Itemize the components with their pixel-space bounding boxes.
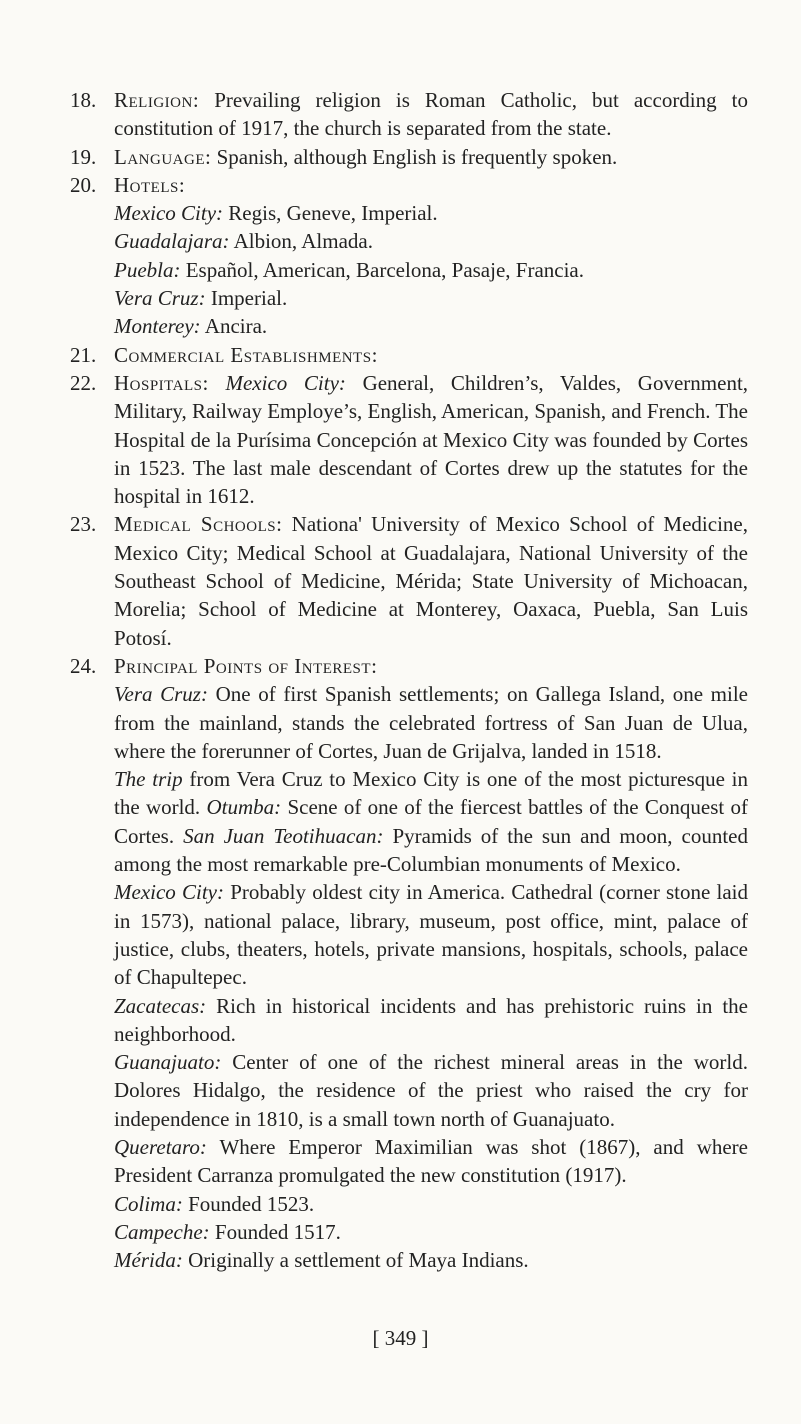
place-name: Queretaro:	[114, 1134, 207, 1159]
hotel-line	[114, 199, 748, 227]
trip-lead: The trip	[114, 767, 183, 792]
hotel-line	[114, 256, 748, 284]
entry-text: Prevailing religion is Roman Catholic, but according to constitution of 1917, the church is separated from the state.	[114, 88, 749, 141]
poi-text: Where Emperor Maximilian was shot (1867), and where President Carranza promulgated the new constitution (1917).	[114, 1134, 748, 1188]
entry-heading: Principal Points of Interest:	[114, 653, 378, 678]
hotel-line	[114, 284, 748, 312]
place-name: Mexico City:	[114, 201, 224, 226]
poi-paragraph	[114, 1246, 748, 1274]
entry-points-of-interest	[70, 652, 748, 1275]
entry-hotels	[70, 171, 748, 341]
poi-paragraph	[114, 680, 748, 765]
hotel-line	[114, 227, 748, 255]
hotel-list: Ancira.	[204, 314, 268, 339]
entry-number: 20.	[70, 172, 97, 197]
hotel-list: Regis, Geneve, Imperial.	[228, 201, 438, 226]
poi-text: Center of one of the richest mineral areas in the world. Dolores Hidalgo, the residence of the priest who raised the cry for independence in 1810, is a small town north of Guanajuato.	[114, 1050, 748, 1131]
place-name: San Juan Teotihuacan:	[183, 823, 384, 848]
entry-text: Spanish, although English is frequently spoken.	[216, 144, 618, 169]
hotel-list: Español, American, Barcelona, Pasaje, Francia.	[185, 257, 585, 282]
poi-paragraph	[114, 1133, 748, 1190]
place-name: Zacatecas:	[114, 993, 207, 1018]
poi-paragraph	[114, 992, 748, 1049]
place-name: Vera Cruz:	[114, 286, 206, 311]
place-name: Colima:	[114, 1191, 183, 1216]
place-name: Puebla:	[114, 257, 181, 282]
poi-text: Originally a settlement of Maya Indians.	[188, 1248, 529, 1273]
entry-text: Nationa' University of Mexico School of Medicine, Mexico City; Medical School at Guadalajara, National University of the Southeast School of Medicine, Mérida; State University of Michoacan, Morelia; School of Medicine at Monterey, Oaxaca, Puebla, San Luis Potosí.	[114, 512, 748, 650]
poi-text: One of first Spanish settlements; on Gallega Island, one mile from the mainland, stands the celebrated fortress of San Juan de Ulua, where the forerunner of Cortes, Juan de Grijalva, landed in 1518.	[114, 682, 749, 763]
page-number: [ 349 ]	[372, 1326, 429, 1350]
entry-heading: Medical Schools:	[114, 512, 283, 537]
hotel-list: Albion, Almada.	[233, 229, 373, 254]
poi-paragraph	[114, 878, 748, 991]
place-name: Mérida:	[114, 1248, 183, 1273]
place-name: Monterey:	[114, 314, 201, 339]
entry-number: 23.	[70, 512, 97, 537]
entry-number: 19.	[70, 144, 97, 169]
entry-number: 22.	[70, 370, 97, 395]
poi-text: Probably oldest city in America. Cathedral (corner stone laid in 1573), national palace, library, museum, post office, mint, palace of justice, clubs, theaters, hotels, private mansions, hospitals, schools, palace of Chapultepec.	[114, 880, 749, 990]
entry-medical-schools	[70, 510, 748, 651]
poi-text: Scene of one of the fiercest battles of the Conquest of Cortes.	[114, 795, 749, 848]
place-name: Guanajuato:	[114, 1050, 222, 1075]
entry-heading: Commercial Establishments:	[114, 342, 378, 367]
place-name: Guadalajara:	[114, 229, 230, 254]
poi-text: from Vera Cruz to Mexico City is one of the most picturesque in the world.	[114, 767, 749, 820]
poi-paragraph	[114, 1218, 748, 1246]
place-name: Otumba:	[206, 795, 282, 820]
hotel-line	[114, 312, 748, 340]
page-text	[70, 86, 748, 1274]
entry-number: 21.	[70, 342, 97, 367]
entry-religion	[70, 86, 748, 143]
entry-hospitals	[70, 369, 748, 510]
place-name: Campeche:	[114, 1219, 210, 1244]
entry-heading: Hospitals:	[114, 370, 209, 395]
entry-heading: Language:	[114, 144, 212, 169]
poi-paragraph	[114, 1048, 748, 1133]
place-name: Mexico City:	[114, 880, 224, 905]
entry-number: 18.	[70, 88, 97, 112]
poi-paragraph	[114, 1190, 748, 1218]
entry-commercial	[70, 341, 748, 369]
poi-text: Pyramids of the sun and moon, counted among the most remarkable pre-Columbian monuments of Mexico.	[114, 823, 748, 877]
entry-text: General, Children’s, Valdes, Government, Military, Railway Employe’s, English, American, Spanish, and French. The Hospital de la Purísima Concepción at Mexico City was founded by Cortes in 1523. The last male descendant of Cortes drew up the statutes for the hospital in 1612.	[114, 370, 749, 509]
poi-paragraph	[114, 765, 748, 878]
entry-language	[70, 143, 748, 171]
poi-text: Rich in historical incidents and has prehistoric ruins in the neighborhood.	[114, 993, 748, 1046]
poi-text: Founded 1517.	[214, 1219, 341, 1244]
entry-heading: Religion:	[114, 88, 200, 112]
poi-text: Founded 1523.	[188, 1191, 315, 1216]
entry-number: 24.	[70, 653, 97, 678]
place-name: Vera Cruz:	[114, 682, 208, 707]
entry-heading: Hotels:	[114, 172, 186, 197]
hotel-list: Imperial.	[210, 286, 288, 311]
place-name: Mexico City:	[225, 370, 346, 395]
